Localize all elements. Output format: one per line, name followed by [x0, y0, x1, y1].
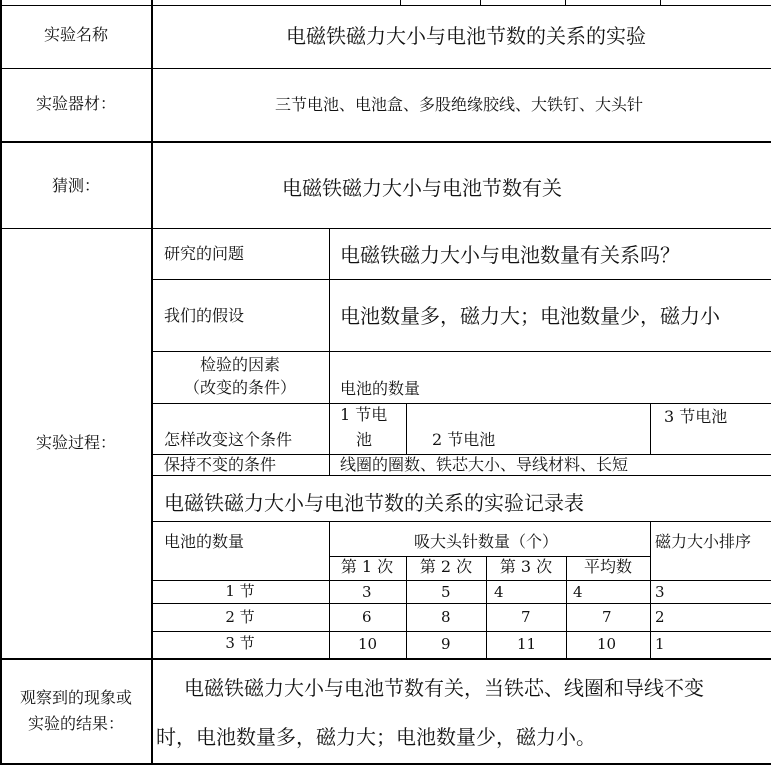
row-divider-3: [0, 228, 771, 229]
trial-header-3: 第 3 次: [499, 557, 553, 576]
row-3-t3: 11: [517, 635, 537, 653]
row-1-count: 1 节: [225, 582, 255, 600]
constant-value: 线圈的圈数、铁芯大小、导线材料、长短: [340, 455, 629, 474]
row-divider-2: [0, 141, 771, 143]
result-line-2: 时，电池数量多，磁力大；电池数量少，磁力小。: [156, 725, 596, 749]
change-option-3: 3 节电池: [664, 407, 728, 426]
row-divider-4: [0, 658, 771, 660]
row-2-t3: 7: [521, 608, 531, 626]
change-option-2: 2 节电池: [432, 430, 496, 449]
guess-value: 电磁铁磁力大小与电池节数有关: [282, 176, 562, 200]
question-value: 电磁铁磁力大小与电池数量有关系吗？: [340, 243, 680, 267]
experiment-name-label: 实验名称: [43, 25, 109, 44]
trial-header-2: 第 2 次: [419, 557, 473, 576]
row-3-count: 3 节: [225, 634, 255, 652]
row-2-t1: 6: [362, 608, 372, 626]
row-2-avg: 7: [602, 608, 612, 626]
constant-label: 保持不变的条件: [164, 455, 277, 474]
col-pins-header: 吸大头针数量（个）: [413, 532, 559, 551]
experiment-name-value: 电磁铁磁力大小与电池节数的关系的实验: [286, 24, 646, 48]
row-1-rank: 3: [655, 583, 665, 601]
equipment-label: 实验器材：: [35, 94, 117, 113]
row-1-t2: 5: [441, 583, 451, 601]
guess-label: 猜测：: [51, 176, 101, 195]
row-3-avg: 10: [597, 635, 617, 653]
change-label: 怎样改变这个条件: [164, 430, 293, 449]
label-column-divider: [151, 0, 153, 765]
change-option-1-line1: 1 节电: [340, 405, 388, 424]
row-3-rank: 1: [655, 635, 665, 653]
row-3-t2: 9: [441, 635, 451, 653]
factor-label-line2: （改变的条件）: [183, 378, 297, 397]
row-2-t2: 8: [441, 608, 451, 626]
hypothesis-label: 我们的假设: [164, 306, 245, 325]
result-label-line2: 实验的结果：: [27, 714, 125, 733]
equipment-value: 三节电池、电池盒、多股绝缘胶线、大铁钉、大头针: [274, 95, 644, 114]
row-1-avg: 4: [573, 583, 583, 601]
record-table-title: 电磁铁磁力大小与电池节数的关系的实验记录表: [164, 491, 584, 515]
trial-header-1: 第 1 次: [340, 557, 394, 576]
row-3-t1: 10: [358, 635, 378, 653]
trial-header-avg: 平均数: [583, 557, 633, 576]
row-divider-1: [0, 68, 771, 69]
hypothesis-value: 电池数量多，磁力大；电池数量少，磁力小: [340, 304, 720, 328]
row-1-t1: 3: [362, 583, 372, 601]
factor-label-line1: 检验的因素: [199, 355, 281, 374]
result-line-1: 电磁铁磁力大小与电池节数有关，当铁芯、线圈和导线不变: [184, 676, 704, 700]
table-left-border: [0, 0, 2, 765]
result-label-line1: 观察到的现象或: [19, 688, 133, 707]
row-2-rank: 2: [655, 608, 665, 626]
factor-value: 电池的数量: [340, 379, 421, 398]
process-label: 实验过程：: [35, 433, 117, 452]
row-2-count: 2 节: [225, 608, 255, 626]
row-1-t3: 4: [494, 583, 504, 601]
question-label: 研究的问题: [164, 244, 245, 263]
col-rank-header: 磁力大小排序: [655, 532, 752, 551]
col-batteries-header: 电池的数量: [164, 532, 245, 551]
change-option-1-line2: 池: [356, 430, 373, 449]
